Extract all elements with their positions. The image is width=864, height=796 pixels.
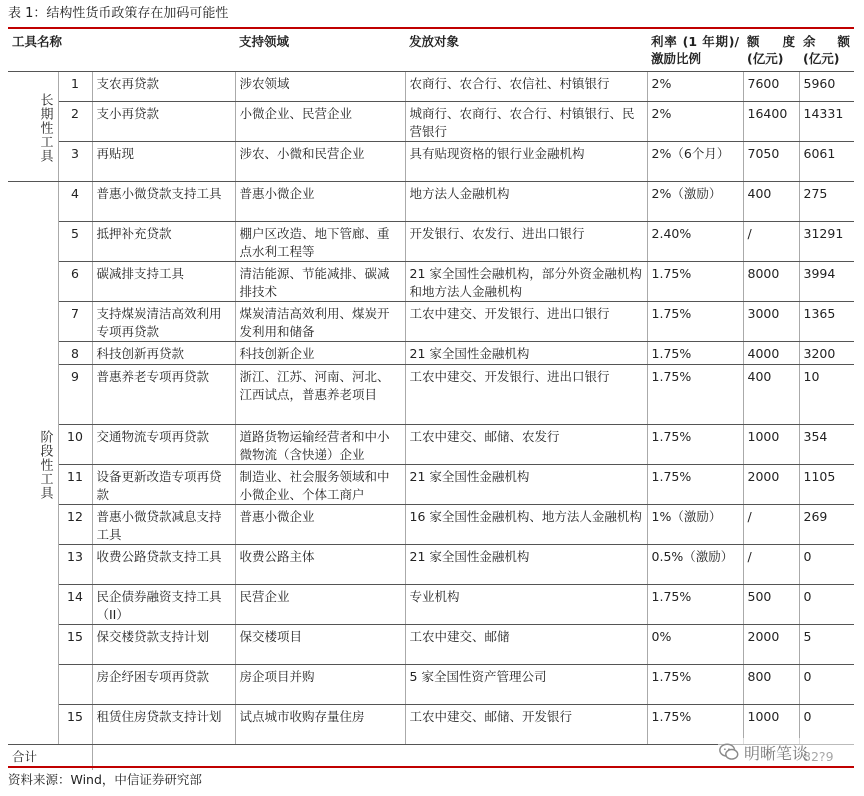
tool-name: 再贴现 <box>92 142 235 182</box>
support-field: 试点城市收购存量住房 <box>235 705 405 745</box>
balance: 10 <box>799 365 854 425</box>
balance: 31291 <box>799 222 854 262</box>
header-tool-name: 工具名称 <box>8 30 235 72</box>
rate: 0% <box>647 625 743 665</box>
header-quota: 额 度 (亿元) <box>743 30 799 72</box>
row-number: 4 <box>58 182 92 222</box>
table-row <box>8 222 854 262</box>
quota: 400 <box>743 365 799 425</box>
quota: 4000 <box>743 342 799 365</box>
table-row <box>8 365 854 425</box>
tool-name: 房企纾困专项再贷款 <box>92 665 235 705</box>
table-row <box>8 182 854 222</box>
header-row <box>8 30 854 72</box>
rate: 1.75% <box>647 465 743 505</box>
support-field: 民营企业 <box>235 585 405 625</box>
balance: 0 <box>799 585 854 625</box>
quota: / <box>743 505 799 545</box>
quota: 1000 <box>743 705 799 745</box>
support-field: 道路货物运输经营者和中小微物流（含快递）企业 <box>235 425 405 465</box>
support-field: 制造业、社会服务领域和中小微企业、个体工商户 <box>235 465 405 505</box>
row-number: 2 <box>58 102 92 142</box>
rate: 1.75% <box>647 342 743 365</box>
table-row <box>8 342 854 365</box>
tool-name: 抵押补充贷款 <box>92 222 235 262</box>
rate: 1.75% <box>647 262 743 302</box>
support-field: 浙江、江苏、河南、河北、江西试点，普惠养老项目 <box>235 365 405 425</box>
table-row <box>8 545 854 585</box>
rate: 1.75% <box>647 585 743 625</box>
row-number: 12 <box>58 505 92 545</box>
row-number <box>58 665 92 705</box>
rate: 1.75% <box>647 425 743 465</box>
row-number: 9 <box>58 365 92 425</box>
rate: 1.75% <box>647 365 743 425</box>
rate: 1.75% <box>647 665 743 705</box>
row-number: 11 <box>58 465 92 505</box>
row-number: 6 <box>58 262 92 302</box>
watermark-text: 明晰笔谈 <box>744 743 809 763</box>
issue-target: 开发银行、农发行、进出口银行 <box>405 222 647 262</box>
issue-target: 工农中建交、开发银行、进出口银行 <box>405 365 647 425</box>
row-number: 15 <box>58 625 92 665</box>
issue-target: 地方法人金融机构 <box>405 182 647 222</box>
balance: 269 <box>799 505 854 545</box>
issue-target: 21 家全国性会融机构，部分外资金融机构和地方法人金融机构 <box>405 262 647 302</box>
table-row <box>8 625 854 665</box>
support-field: 煤炭清洁高效利用、煤炭开发利用和储备 <box>235 302 405 342</box>
row-number: 7 <box>58 302 92 342</box>
quota: 500 <box>743 585 799 625</box>
support-field: 棚户区改造、地下管廊、重点水利工程等 <box>235 222 405 262</box>
table-row <box>8 425 854 465</box>
row-number: 1 <box>58 72 92 102</box>
support-field: 小微企业、民营企业 <box>235 102 405 142</box>
quota: 400 <box>743 182 799 222</box>
tool-name: 支小再贷款 <box>92 102 235 142</box>
quota: 2000 <box>743 625 799 665</box>
rate: 2%（6个月） <box>647 142 743 182</box>
issue-target: 21 家全国性金融机构 <box>405 545 647 585</box>
header-field: 支持领域 <box>235 30 405 72</box>
quota: 7050 <box>743 142 799 182</box>
issue-target: 工农中建交、邮储、开发银行 <box>405 705 647 745</box>
watermark <box>718 738 854 766</box>
rate: 2% <box>647 72 743 102</box>
support-field: 收费公路主体 <box>235 545 405 585</box>
support-field: 涉农、小微和民营企业 <box>235 142 405 182</box>
tool-name: 收费公路贷款支持工具 <box>92 545 235 585</box>
balance: 1365 <box>799 302 854 342</box>
tool-name: 普惠养老专项再贷款 <box>92 365 235 425</box>
issue-target: 工农中建交、邮储 <box>405 625 647 665</box>
quota: 2000 <box>743 465 799 505</box>
quota: / <box>743 545 799 585</box>
support-field: 普惠小微企业 <box>235 505 405 545</box>
rate: 2%（激励） <box>647 182 743 222</box>
source-note: 资料来源：Wind，中信证券研究部 <box>8 772 202 787</box>
tool-name: 碳减排支持工具 <box>92 262 235 302</box>
support-field: 普惠小微企业 <box>235 182 405 222</box>
tool-name: 民企债券融资支持工具（II） <box>92 585 235 625</box>
tool-name: 普惠小微贷款减息支持工具 <box>92 505 235 545</box>
rate: 2% <box>647 102 743 142</box>
support-field: 科技创新企业 <box>235 342 405 365</box>
support-field: 涉农领域 <box>235 72 405 102</box>
balance: 1105 <box>799 465 854 505</box>
quota: / <box>743 222 799 262</box>
rate: 1.75% <box>647 705 743 745</box>
table-row <box>8 72 854 102</box>
total-label: 合计 <box>8 745 92 771</box>
balance: 3200 <box>799 342 854 365</box>
balance: 275 <box>799 182 854 222</box>
balance: 354 <box>799 425 854 465</box>
issue-target: 城商行、农商行、农合行、村镇银行、民营银行 <box>405 102 647 142</box>
issue-target: 具有贴现资格的银行业金融机构 <box>405 142 647 182</box>
tool-name: 支农再贷款 <box>92 72 235 102</box>
category-long-term: 长期性工具 <box>8 72 58 182</box>
header-rate: 利率 (1 年期)/激励比例 <box>647 30 743 72</box>
quota: 16400 <box>743 102 799 142</box>
table-row <box>8 102 854 142</box>
issue-target: 工农中建交、开发银行、进出口银行 <box>405 302 647 342</box>
balance: 0 <box>799 705 854 745</box>
balance: 6061 <box>799 142 854 182</box>
tool-name: 普惠小微贷款支持工具 <box>92 182 235 222</box>
bottom-rule <box>8 766 854 768</box>
support-field: 清洁能源、节能减排、碳减排技术 <box>235 262 405 302</box>
tool-name: 设备更新改造专项再贷款 <box>92 465 235 505</box>
top-rule <box>8 27 854 29</box>
rate: 1.75% <box>647 302 743 342</box>
quota: 7600 <box>743 72 799 102</box>
table-row <box>8 465 854 505</box>
rate: 2.40% <box>647 222 743 262</box>
row-number: 13 <box>58 545 92 585</box>
row-number: 3 <box>58 142 92 182</box>
issue-target: 21 家全国性金融机构 <box>405 465 647 505</box>
balance: 14331 <box>799 102 854 142</box>
header-target: 发放对象 <box>405 30 647 72</box>
tool-name: 支持煤炭清洁高效利用专项再贷款 <box>92 302 235 342</box>
issue-target: 专业机构 <box>405 585 647 625</box>
rate: 0.5%（激励） <box>647 545 743 585</box>
table-row <box>8 142 854 182</box>
policy-tools-table <box>8 30 854 770</box>
table-row <box>8 302 854 342</box>
quota: 8000 <box>743 262 799 302</box>
issue-target: 工农中建交、邮储、农发行 <box>405 425 647 465</box>
issue-target: 21 家全国性金融机构 <box>405 342 647 365</box>
quota: 3000 <box>743 302 799 342</box>
row-number: 10 <box>58 425 92 465</box>
table-row <box>8 505 854 545</box>
tool-name: 租赁住房贷款支持计划 <box>92 705 235 745</box>
balance: 0 <box>799 545 854 585</box>
category-phased: 阶段性工具 <box>8 182 58 745</box>
row-number: 5 <box>58 222 92 262</box>
quota: 1000 <box>743 425 799 465</box>
issue-target: 16 家全国性金融机构、地方法人金融机构 <box>405 505 647 545</box>
balance: 5960 <box>799 72 854 102</box>
tool-name: 保交楼贷款支持计划 <box>92 625 235 665</box>
support-field: 保交楼项目 <box>235 625 405 665</box>
table-row <box>8 665 854 705</box>
wechat-logo-icon <box>718 741 740 763</box>
tool-name: 交通物流专项再贷款 <box>92 425 235 465</box>
quota: 800 <box>743 665 799 705</box>
tool-name: 科技创新再贷款 <box>92 342 235 365</box>
table-row <box>8 262 854 302</box>
balance: 0 <box>799 665 854 705</box>
table-caption: 表 1：结构性货币政策存在加码可能性 <box>8 6 229 21</box>
issue-target: 农商行、农合行、农信社、村镇银行 <box>405 72 647 102</box>
row-number: 8 <box>58 342 92 365</box>
header-balance: 余 额 (亿元) <box>799 30 854 72</box>
table-row <box>8 585 854 625</box>
rate: 1%（激励） <box>647 505 743 545</box>
row-number: 14 <box>58 585 92 625</box>
support-field: 房企项目并购 <box>235 665 405 705</box>
balance: 3994 <box>799 262 854 302</box>
row-number: 15 <box>58 705 92 745</box>
issue-target: 5 家全国性资产管理公司 <box>405 665 647 705</box>
balance: 5 <box>799 625 854 665</box>
